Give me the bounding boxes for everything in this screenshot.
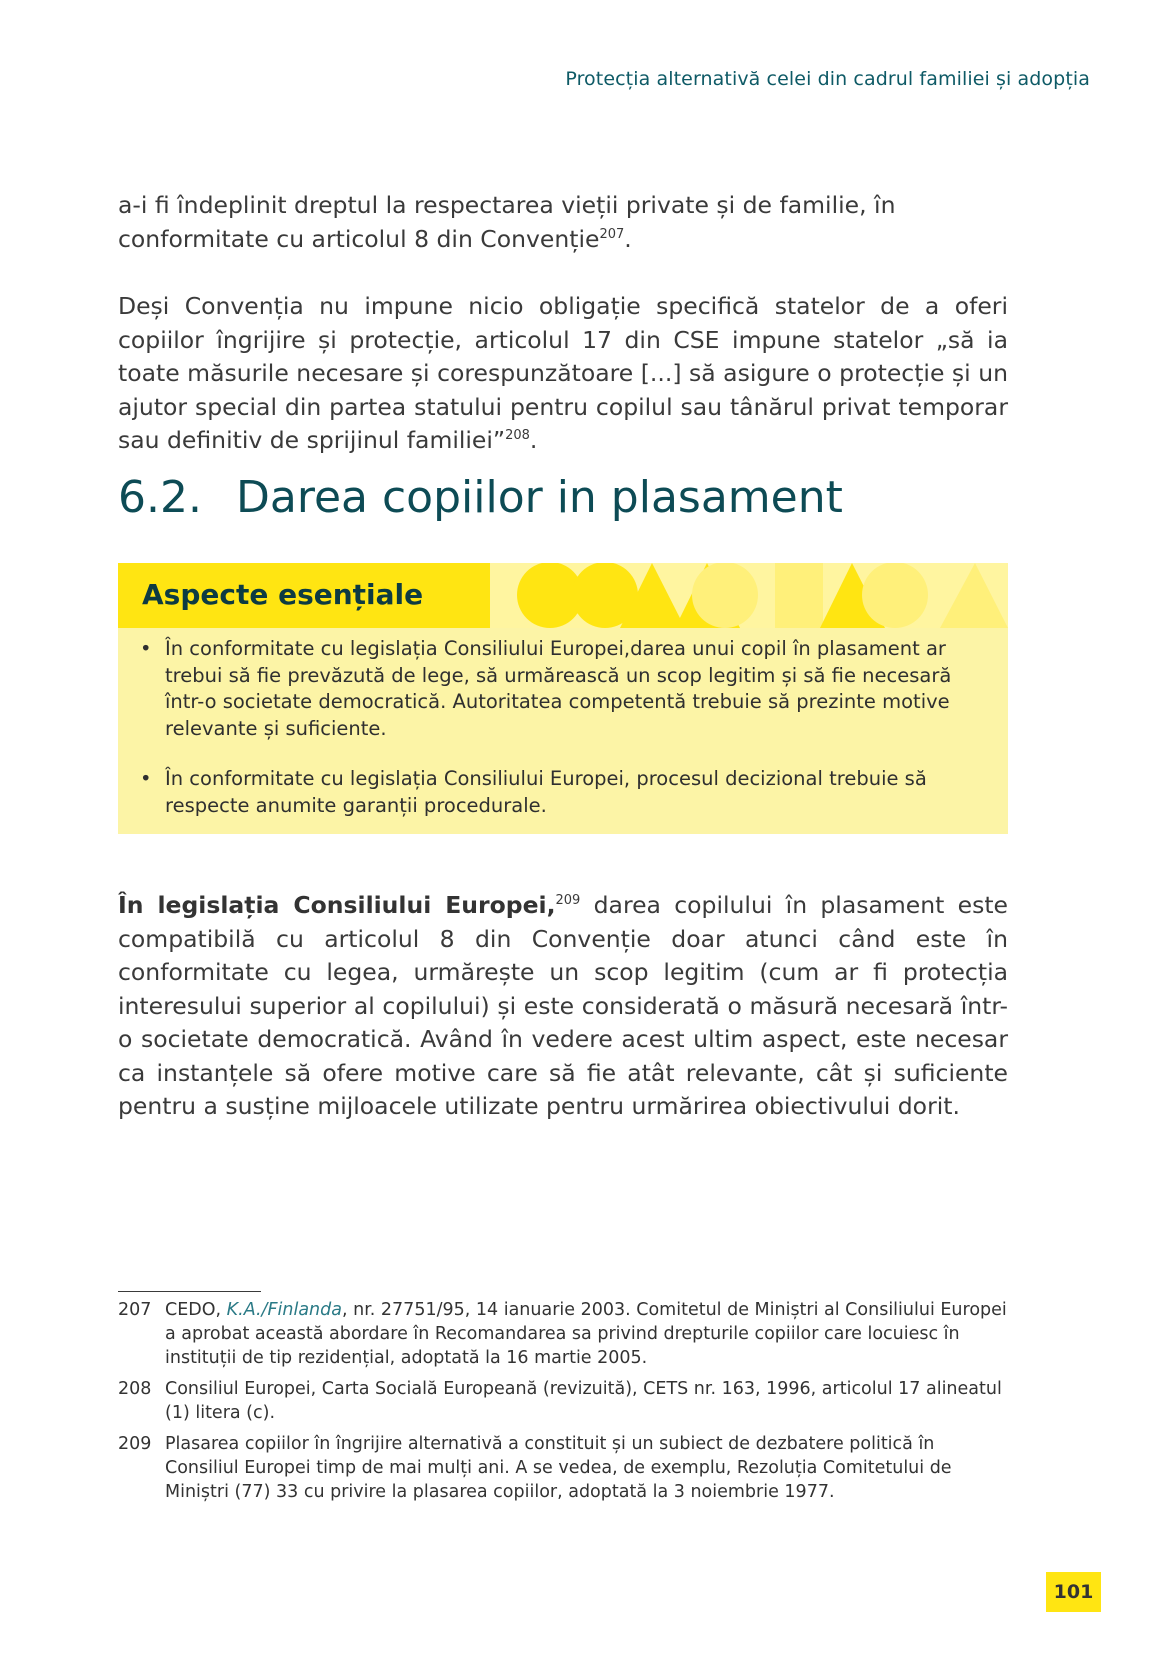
footnotes — [118, 1298, 1008, 1511]
case-link[interactable]: K.A./Finlanda — [226, 1300, 342, 1320]
paragraph-cse-article-17: Deși Convenția nu impune nicio obligație specifică statelor de a oferi copiilor îngrijire și protecție, articolul 17 din CSE impune statelor „să ia toate măsurile necesare și corespunzătoare [...] să asigure o protecție și un ajutor special din partea statului pentru copilul sau tânărul privat temporar sau definitiv de sprijinul familiei”$^{208}$. — [118, 292, 1008, 454]
footnote-207: 207 CEDO, K.A./Finlanda, nr. 27751/95, 14 ianuarie 2003. Comitetul de Miniștri al Consiliului Europei a aprobat această abordare în Recomandarea sa privind drepturile copiilor care locuiesc în instituții de tip rezidențial, adoptată la 16 martie 2005. — [118, 1300, 1007, 1368]
page-number: 101 — [1046, 1572, 1101, 1612]
footnote-ref-209[interactable]: 209 — [555, 893, 581, 909]
key-point-item: • În conformitate cu legislația Consiliului Europei,darea unui copil în plasament ar trebui să fie prevăzută de lege, să urmărească un scop legitim și să fie necesară într-o societate democratică. Autoritatea competentă trebuie să prezinte motive relevante și suficiente. — [140, 637, 952, 740]
footnote-divider — [118, 1291, 261, 1292]
footnote-209: 209 Plasarea copiilor în îngrijire alternativă a constituit și un subiect de dezbatere politică în Consiliul Europei timp de mai mulți ani. A se vedea, de exemplu, Rezoluția Comitetului de Miniștri (77) 33 cu privire la plasarea copiilor, adoptată la 3 noiembrie 1977. — [118, 1434, 952, 1502]
section-title: Darea copiilor in plasament — [236, 472, 843, 523]
decorative-shapes-icon — [490, 563, 1008, 628]
bullet-icon: • — [140, 767, 152, 790]
bullet-icon: • — [140, 637, 152, 660]
section-heading — [118, 470, 843, 526]
paragraph-council-of-europe: În legislația Consiliului Europei,$^{209}$ darea copilului în plasament este compatibilă cu articolul 8 din Convenție doar atunci când este în conformitate cu legea, urmărește un scop legitim (cum ar fi protecția interesului superior al copilului) și este considerată o măsură necesară într-o societate democratică. Având în vedere acest ultim aspect, este necesar ca instanțele să ofere motive care să fie atât relevante, cât și suficiente pentru a susține mijloacele utilizate pentru urmărirea obiectivului dorit. — [118, 891, 1008, 1120]
key-points-box — [118, 563, 1008, 834]
key-point-item: • În conformitate cu legislația Consiliului Europei, procesul decizional trebuie să respecte anumite garanții procedurale. — [140, 767, 927, 817]
paragraph-continuation: a-i fi îndeplinit dreptul la respectarea vieții private și de familie, în conformitate cu articolul 8 din Convenție$^{207}$. — [118, 191, 896, 253]
running-header: Protecția alternativă celei din cadrul familiei și adopția — [565, 68, 1090, 90]
key-points-header — [118, 563, 1008, 628]
section-number: 6.2. — [118, 472, 202, 523]
paragraph-lead: În legislația Consiliului Europei, — [118, 891, 556, 919]
key-points-list — [118, 636, 1008, 819]
footnote-ref-207[interactable]: 207 — [599, 226, 625, 242]
key-points-title: Aspecte esențiale — [142, 578, 424, 611]
footnote-208: 208 Consiliul Europei, Carta Socială Europeană (revizuită), CETS nr. 163, 1996, articolul 17 alineatul (1) litera (c). — [118, 1379, 1002, 1423]
footnote-ref-208[interactable]: 208 — [505, 428, 530, 444]
